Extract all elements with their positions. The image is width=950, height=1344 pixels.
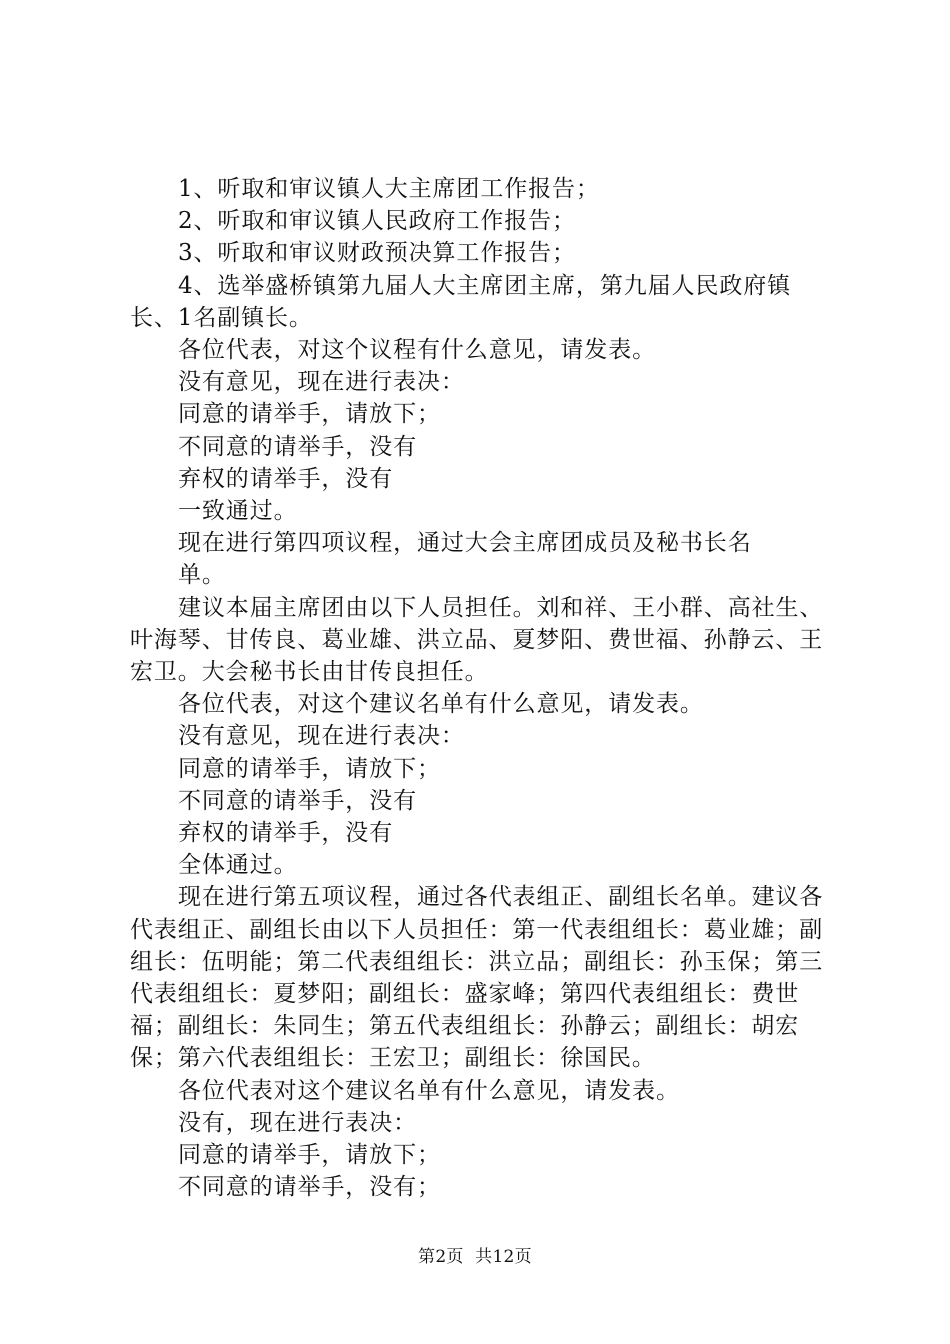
agenda-item-3: 3、听取和审议财政预决算工作报告； — [178, 240, 576, 267]
paragraph: 同意的请举手，请放下； — [178, 1142, 441, 1169]
paragraph: 各位代表对这个建议名单有什么意见，请发表。 — [178, 1077, 680, 1104]
paragraph: 不同意的请举手，没有 — [178, 787, 417, 814]
paragraph: 弃权的请举手，没有 — [178, 465, 394, 492]
agenda-item-2: 2、听取和审议镇人民政府工作报告； — [178, 208, 576, 235]
paragraph: 没有意见，现在进行表决： — [178, 369, 465, 396]
paragraph: 没有，现在进行表决： — [178, 1109, 417, 1136]
paragraph: 同意的请举手，请放下； — [178, 401, 441, 428]
paragraph: 没有意见，现在进行表决： — [178, 723, 465, 750]
document-body — [130, 173, 830, 1204]
paragraph: 一致通过。 — [178, 498, 298, 525]
paragraph: 弃权的请举手，没有 — [178, 820, 394, 847]
page-number-label: 第2页 共12页 — [418, 1247, 532, 1267]
paragraph: 各位代表，对这个建议名单有什么意见，请发表。 — [178, 691, 704, 718]
agenda-item-4: 4、选举盛桥镇第九届人大主席团主席，第九届人民政府镇长、1名副镇长。 — [130, 272, 792, 331]
agenda-item-1: 1、听取和审议镇人大主席团工作报告； — [178, 176, 600, 202]
paragraph: 现在进行第五项议程，通过各代表组正、副组长名单。建议各代表组正、副组长由以下人员担任：第一代表组组长：葛业雄；副组长：伍明能；第二代表组组长：洪立品；副组长：孙玉保；第三代表组组长：夏梦阳；副组长：盛家峰；第四代表组组长：费世福；副组长：朱同生；第五代表组组长：孙静云；副组长：胡宏保；第六代表组组长：王宏卫；副组长：徐国民。 — [130, 884, 824, 1072]
paragraph: 全体通过。 — [178, 852, 298, 879]
paragraph: 现在进行第四项议程，通过大会主席团成员及秘书长名单。 — [178, 530, 752, 589]
paragraph: 各位代表，对这个议程有什么意见，请发表。 — [178, 337, 656, 364]
page-footer — [0, 1242, 950, 1267]
paragraph: 建议本届主席团由以下人员担任。刘和祥、王小群、高社生、叶海琴、甘传良、葛业雄、洪立品、夏梦阳、费世福、孙静云、王宏卫。大会秘书长由甘传良担任。 — [130, 594, 824, 686]
paragraph: 不同意的请举手，没有； — [178, 1174, 441, 1201]
paragraph: 同意的请举手，请放下； — [178, 755, 441, 782]
paragraph: 不同意的请举手，没有 — [178, 433, 417, 460]
